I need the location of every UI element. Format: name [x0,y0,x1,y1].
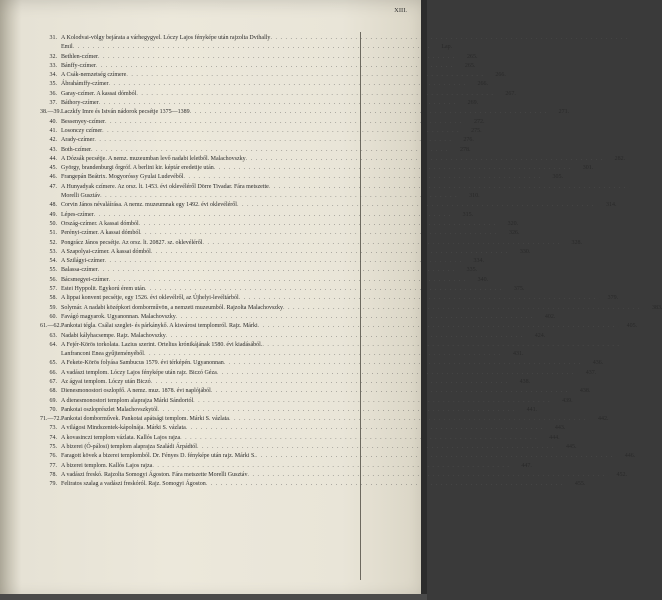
item-number: 55. [49,267,57,274]
item-caption: Bácsmegyei-czímer [61,276,109,283]
item-caption: Lépes-czímer [61,211,94,218]
list-item-line [40,257,484,266]
item-number: 51. [49,230,57,237]
item-number: 41. [49,127,57,134]
dot-leader [94,136,452,145]
item-caption: A kovasinczi templom vázlata. Kallós Lajos rajza [61,434,181,441]
dot-leader [94,211,452,220]
list-item [40,406,538,415]
item-page: 315. [462,211,474,218]
item-number: 38.—39. [40,109,61,116]
list-item [40,369,597,378]
dot-leader [140,229,498,238]
item-number: 43. [49,146,57,153]
item-page: 405. [626,323,638,330]
item-page: 446. [624,453,636,460]
list-item [40,183,480,202]
list-item-line [40,229,520,238]
dot-leader [206,480,564,489]
item-page: 301. [582,165,594,172]
list-item [40,397,573,406]
item-caption: A Kolodvai-völgy bejárata a várhegygyel. Lóczy Lajos fényképe után rajzolta Dvihally [61,35,271,41]
item-number: 74. [49,434,57,441]
list-item-line [40,136,474,145]
list-item [40,118,485,127]
item-page: 330. [519,248,531,255]
list-item-line [40,452,636,461]
item-caption: Solymár. A nadabi középkori domborművön, a nemzeti muzeumból. Rajzolta Malachovszky [61,304,283,311]
item-number: 61.—62. [40,323,61,330]
list-item-line [40,387,591,396]
list-item [40,266,478,275]
item-caption: Bánffy-czímer [61,62,96,69]
list-item-line [40,341,380,350]
item-number: 44. [49,155,57,162]
item-page: 424. [534,332,546,339]
item-page: 328. [571,239,582,246]
item-caption: Morelli Gusztáv [61,193,101,200]
item-caption: Losonczy czímer [61,127,103,134]
list-item [40,359,604,368]
item-page: 402. [544,313,556,320]
list-item-line [40,424,566,433]
item-caption: A bizerei (Ó-pálosi) templom alaprajza Szaládi Árpádtól [61,444,197,451]
list-item [40,99,479,108]
item-page: 278. [460,146,471,153]
dot-leader [145,285,503,294]
item-number: 57. [49,286,57,293]
list-item-line [40,350,524,359]
dot-leader [139,220,497,229]
item-caption: A Csák-nemzetség czímere [61,72,127,79]
dot-leader [269,183,627,192]
dot-leader [102,127,460,136]
item-caption: A világosi Mindszentek-kápolnája. Márki S. vázlata [61,425,186,432]
item-page: 269. [467,100,479,107]
item-caption: A vadászi templom. Lóczy Lajos fényképe után rajz. Biczó Géza [61,369,217,376]
list-item [40,462,532,471]
list-item [40,220,519,229]
dot-leader [197,443,555,452]
dot-leader [126,71,484,80]
item-number: 73. [49,425,57,432]
item-page: 379. [607,295,619,302]
dot-leader [176,313,534,322]
list-item [40,34,453,53]
list-item [40,387,591,396]
list-item [40,173,563,182]
item-caption: A Fekete-Körös folyása Sambucus 1579. évi térképén. Ugyanonnan [61,360,224,367]
item-page: 265. [466,53,478,60]
item-page: 445. [565,444,577,451]
item-page: 266. [477,81,489,88]
item-caption: A lippai konvent pecsétje, egy 1526. évi oklevélről, az Újhelyi-levéltárból [61,295,239,302]
list-item-line [40,155,626,164]
item-number: 40. [49,118,57,125]
dot-leader [211,387,569,396]
item-caption: György, brandenburgi őrgróf. A berlini kir. képtár eredetije után [61,165,214,172]
list-item-line [40,173,563,182]
item-caption: Ábrahámffy-czímer [61,81,109,88]
list-item-line [40,304,662,313]
item-caption: Corvin János névaláírása. A nemz. muzeumnak egy 1492. évi oklevéléről [61,202,237,209]
item-page: 452. [616,471,627,478]
dot-leader [229,415,587,424]
list-item [40,424,566,433]
item-number: 49. [49,211,57,218]
item-caption: Balassa-czímer [61,267,98,274]
item-number: 71.—72. [40,416,61,423]
list-item [40,341,524,360]
dot-leader [258,322,616,331]
list-item-line [40,127,482,136]
item-number: 58. [49,295,57,302]
list-item-line [40,471,627,480]
dot-leader [109,276,467,285]
list-item-line [40,164,594,173]
list-item [40,257,484,266]
list-item [40,127,482,136]
list-item-line [40,359,604,368]
item-caption: Lanfranconi Enea gyűjteményéből [61,351,144,358]
item-number: 48. [49,202,57,209]
item-caption: Perényi-czímer. A kassai dómból [61,230,140,237]
dot-leader [152,462,510,471]
item-page: 455. [574,481,586,488]
dot-leader [239,294,597,303]
list-item [40,452,636,461]
dot-leader [256,452,614,461]
item-number: 66. [49,369,57,376]
item-page: 266. [495,72,506,79]
list-item-line [40,192,480,201]
item-page: 441. [526,406,538,413]
item-number: 60. [49,313,57,320]
item-page: 326. [508,230,520,237]
item-caption: Bethlen-czímer [61,53,98,60]
list-item [40,80,489,89]
dot-leader [237,201,595,210]
item-page: 447. [521,462,532,469]
item-page: 439. [562,397,573,404]
item-caption: Laczkfy Imre és István nádorok pecsétje 1375—1389 [61,109,190,116]
list-item-line [40,211,474,220]
item-page: 436. [592,360,604,367]
list-item [40,201,617,210]
list-item [40,248,531,257]
item-page: 276. [463,137,474,144]
scan-edge-bottom [0,594,427,600]
item-number [40,43,61,52]
item-number: 52. [49,239,57,246]
list-item-line [40,266,478,275]
list-item-line [40,397,573,406]
list-item [40,415,609,424]
list-item-line [40,99,479,108]
list-item-line [40,108,570,117]
list-item [40,332,546,341]
list-item [40,90,516,99]
list-item-line [40,118,485,127]
item-page [626,183,648,192]
item-caption: Frangepán Beátrix. Mogyoróssy Gyulai Ludevéből [61,174,184,181]
item-number: 34. [49,72,57,79]
item-number: 76. [49,453,57,460]
item-page [628,34,650,43]
dot-leader [99,99,457,108]
item-number [40,350,61,359]
item-caption: A Dózsák pecsétje. A nemz. muzeumban levő nadabi leletből. Malachovszky [61,155,246,162]
list-item [40,155,626,164]
dot-leader [193,397,551,406]
list-item-line [40,276,489,285]
list-item-line [40,313,556,322]
item-caption: Az ágyai templom. Lóczy után Biczó [61,378,151,385]
item-number: 54. [49,258,57,265]
item-caption: Pankotai oszloprészlet Malachovszkytól [61,406,158,413]
list-item-line [40,53,478,62]
item-caption: Dienesmonostori oszlopfő. A nemz. muz. 1878. évi naplójából [61,388,211,395]
list-item-line [40,90,516,99]
dot-leader [100,192,458,201]
item-caption: Arady-czímer [61,137,95,144]
item-number: 64. [49,341,57,348]
dot-leader [202,239,560,248]
list-item-line [40,71,506,80]
list-item [40,443,577,452]
list-item-line [40,369,597,378]
list-item [40,136,474,145]
list-item [40,229,520,238]
dot-leader [183,173,541,182]
item-caption: A Szapolyai-czímer. A kassai dómból [61,248,151,255]
list-item-line [40,462,532,471]
list-item-line [40,332,546,341]
item-page: 375. [513,286,525,293]
list-item-line [40,220,519,229]
list-item-line [40,43,453,52]
item-number: 79. [49,481,57,488]
item-caption: Nadabi kályhacsempe. Rajz. Malachovszky [61,332,166,339]
item-number: 46. [49,174,57,181]
item-page: 310. [469,193,480,200]
item-number: 56. [49,276,57,283]
item-number: 53. [49,248,57,255]
item-number: 31. [49,35,57,41]
list-item-line [40,239,582,248]
item-number: 35. [49,81,57,88]
dot-leader [190,108,548,117]
item-page: 340. [477,276,489,283]
list-item-line [40,406,538,415]
item-page: 431. [512,351,524,358]
item-caption: Favágó magyarok. Ugyanonnan. Malachovszky [61,313,176,320]
list-item-line [40,146,471,155]
item-number: 67. [49,378,57,385]
item-caption: Emil [61,44,73,51]
item-caption: Báthory-czímer [61,100,99,107]
item-caption: A Fejér-Körös torkolata. Lazius szerint. Ortelius krónikájának 1580. évi kiadásából. [61,341,263,348]
item-number: 78. [49,471,57,478]
item-page: 320. [507,220,519,227]
item-page: 334. [473,258,484,265]
list-item [40,211,474,220]
item-page: 314. [605,202,617,209]
item-number: 45. [49,165,57,172]
dot-leader [166,332,524,341]
dot-leader [98,266,456,275]
list-item [40,471,627,480]
item-caption: Both-czímer [61,146,91,153]
item-page: 282. [614,155,626,162]
dot-leader [91,146,449,155]
item-page: 437. [585,369,597,376]
item-number: 36. [49,90,57,97]
item-number: 47. [49,183,57,190]
dot-leader [283,304,641,313]
item-page: 438. [579,388,591,395]
scan-edge-right [421,0,427,600]
item-page: 335. [466,267,478,274]
item-caption: A bizerei templom. Kallós Lajos rajza [61,462,153,469]
dot-leader [270,34,628,43]
item-number: 37. [49,100,57,107]
dot-leader [109,80,467,89]
list-item [40,285,525,294]
list-item [40,434,560,443]
list-item-line [40,62,476,71]
dot-leader [214,164,572,173]
dot-leader [105,257,463,266]
list-item [40,322,638,331]
list-item-line [40,443,577,452]
item-number: 32. [49,53,57,60]
list-item [40,294,619,303]
item-caption: A Hunyadyak czímere. Az orsz. lt. 1453. évi oklevéléről Dörre Tivadar. Fára metszette [61,183,269,190]
item-caption: Ország-czímer. A kassai dómból [61,220,139,227]
item-caption: Pankotai tégla. Csálai szeglet- és párkánykő. A kisvárosi templomról. Rajz. Márki [61,323,258,330]
dot-leader [186,424,544,433]
list-item [40,313,556,322]
list-item-line [40,183,380,192]
item-caption: Bessenyey-czímer [61,118,105,125]
dot-leader [180,434,538,443]
dot-leader [98,53,456,62]
item-number: 77. [49,462,57,469]
item-page: 271. [558,109,570,116]
item-caption: A Szilágyi-czímer [61,258,105,265]
item-number: 75. [49,444,57,451]
list-item-line [40,248,531,257]
dot-leader [151,248,509,257]
dot-leader [136,90,494,99]
list-item-line [40,480,586,489]
illustration-list [40,34,662,490]
item-page: 265. [464,62,476,69]
item-number: 68. [49,388,57,395]
item-caption: A dienesmonostori templom alaprajza Márki Sándortól [61,397,194,404]
list-item [40,276,489,285]
list-item [40,62,476,71]
item-caption: Pankotai domborművek. Pankotai apátsági templom. Márki S. vázlata [61,416,229,423]
list-item-line [40,285,525,294]
item-number: 59. [49,304,57,311]
list-item [40,304,662,313]
item-caption: Garay-czímer. A kassai dómból [61,90,137,97]
item-page: 444. [549,434,560,441]
item-page: 443. [554,425,566,432]
dot-leader [105,118,463,127]
item-page: 267. [505,90,516,97]
dot-leader [73,43,431,52]
list-item [40,164,594,173]
item-page: Lap. [441,44,453,51]
dot-leader [96,62,454,71]
item-caption: Feliratos szalag a vadászi freskóról. Rajz. Somogyi Ágoston [61,481,206,488]
dot-leader [158,406,516,415]
list-item [40,53,478,62]
page-number: XIII. [394,7,407,14]
item-caption: Pongrácz János pecsétje. Az orsz. lt. 20827. sz. oklevéléről [61,239,203,246]
list-item [40,480,586,489]
dot-leader [262,341,620,350]
list-item-line [40,378,531,387]
list-item [40,378,531,387]
item-number: 33. [49,62,57,69]
dot-leader [151,378,509,387]
item-caption: Estei Hyppolit. Egykorú érem után [61,286,145,293]
item-page: 275. [471,127,482,134]
list-item [40,71,506,80]
item-page [620,341,642,350]
item-number [40,192,61,201]
list-item-line [40,294,619,303]
list-item [40,108,570,117]
list-item-line [40,415,609,424]
item-number: 69. [49,397,57,404]
item-page: 383. [651,304,662,311]
item-page: 438. [519,378,531,385]
item-number: 65. [49,360,57,367]
item-number: 50. [49,220,57,227]
dot-leader [217,369,575,378]
dot-leader [224,359,582,368]
item-number: 63. [49,332,57,339]
list-item [40,239,582,248]
list-item-line [40,434,560,443]
item-page: 272. [473,118,485,125]
item-number: 42. [49,137,57,144]
item-number: 70. [49,406,57,413]
list-item [40,146,471,155]
list-item-line [40,34,380,43]
dot-leader [144,350,502,359]
list-item-line [40,80,489,89]
item-page: 305. [552,174,563,181]
list-item-line [40,201,617,210]
item-page: 442. [597,416,609,423]
item-caption: Faragott kövek a bizerei templomból. Dr. Fényes D. fényképe után rajz. Márki S. [61,453,256,460]
item-caption: A vadászi freskó. Rajzolta Somogyi Ágoston. Fára metszette Morelli Gusztáv [61,471,248,478]
list-item-line [40,322,638,331]
